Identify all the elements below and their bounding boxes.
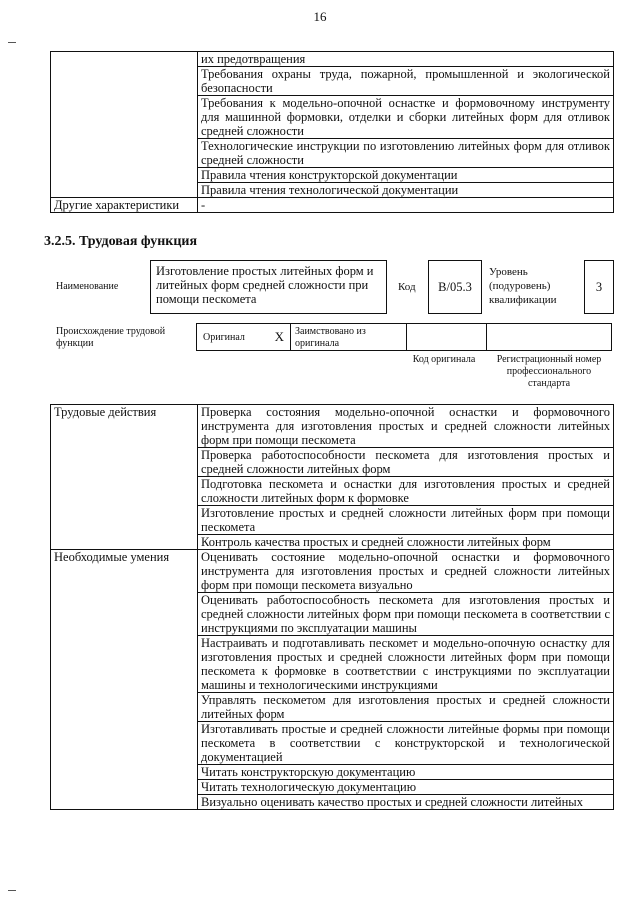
labor-action-item: Проверка состояния модельно-опочной оснастки и формовочного инструмента для изготовления простых и средней сложности литейных форм при помощи пескомета <box>198 405 614 448</box>
knowledge-item: Правила чтения конструкторской документации <box>198 168 614 183</box>
labor-action-item: Изготовление простых и средней сложности литейных форм при помощи пескомета <box>198 506 614 535</box>
level-value-box <box>584 260 614 314</box>
origin-label: Происхождение трудовой функции <box>56 326 166 349</box>
borrowed-cell <box>291 324 407 350</box>
registration-number-cell <box>487 324 611 350</box>
knowledge-item: их предотвращения <box>198 52 614 67</box>
labor-action-item: Проверка работоспособности пескомета для изготовления простых и средней сложности литейных форм <box>198 448 614 477</box>
origin-row <box>196 323 612 351</box>
skill-item: Изготавливать простые и средней сложности литейные формы при помощи пескомета в соответствии с конструкторской и технологической документацией <box>198 722 614 765</box>
name-value-box <box>150 260 387 314</box>
code-value-box <box>428 260 482 314</box>
labor-actions-label: Трудовые действия <box>51 405 198 550</box>
borrowed-label: Заимствовано из оригинала <box>295 326 366 349</box>
skill-item: Оценивать состояние модельно-опочной оснастки и формовочного инструмента для изготовления простых и средней сложности литейных форм при помощи пескомета визуально <box>198 550 614 593</box>
knowledge-label-cell <box>51 52 198 198</box>
labor-action-item: Подготовка пескомета и оснастки для изготовления простых и средней сложности литейных форм к формовке <box>198 477 614 506</box>
skill-item: Настраивать и подготавливать пескомет и модельно-опочную оснастку для изготовления простых и средней сложности литейных форм при помощи пескомета к формовке в соответствии с инструкциями по эксплуатации машины и технологическими инструкциями <box>198 636 614 693</box>
name-value: Изготовление простых литейных форм и литейных форм средней сложности при помощи пескомета <box>156 264 374 306</box>
original-cell <box>197 324 291 350</box>
labor-function-table <box>50 404 614 810</box>
margin-mark-top <box>8 42 16 43</box>
original-label: Оригинал <box>203 331 245 343</box>
level-label: Уровень (подуровень) квалификации <box>489 266 557 306</box>
other-characteristics-value: - <box>198 198 614 213</box>
code-label: Код <box>398 281 416 293</box>
knowledge-item: Правила чтения технологической документации <box>198 183 614 198</box>
skill-item: Оценивать работоспособность пескомета для изготовления простых и средней сложности литейных форм при помощи пескомета в соответствии с инструкциями по эксплуатации машины <box>198 593 614 636</box>
table-row <box>51 198 614 213</box>
skill-item: Читать технологическую документацию <box>198 780 614 795</box>
skill-item: Визуально оценивать качество простых и средней сложности литейных <box>198 795 614 810</box>
table-row <box>51 52 614 67</box>
skills-label: Необходимые умения <box>51 550 198 810</box>
level-value: 3 <box>595 280 603 294</box>
original-code-cell <box>407 324 487 350</box>
top-knowledge-table <box>50 51 614 213</box>
skill-item: Читать конструкторскую документацию <box>198 765 614 780</box>
other-characteristics-label: Другие характеристики <box>51 198 198 213</box>
page-number: 16 <box>313 9 327 24</box>
margin-mark-bottom <box>8 890 16 891</box>
original-mark: X <box>274 329 284 344</box>
table-row <box>51 405 614 448</box>
name-label: Наименование <box>56 281 119 292</box>
labor-action-item: Контроль качества простых и средней сложности литейных форм <box>198 535 614 550</box>
knowledge-item: Требования к модельно-опочной оснастке и формовочному инструменту для машинной формовки, отделки и сборки литейных форм для отливок средней сложности <box>198 96 614 139</box>
code-caption: Код оригинала <box>412 354 476 365</box>
section-heading: 3.2.5. Трудовая функция <box>44 234 198 249</box>
skill-item: Управлять пескометом для изготовления простых и средней сложности литейных форм <box>198 693 614 722</box>
knowledge-item: Технологические инструкции по изготовлению литейных форм для отливок средней сложности <box>198 139 614 168</box>
code-value: B/05.3 <box>438 280 472 294</box>
knowledge-item: Требования охраны труда, пожарной, промышленной и экологической безопасности <box>198 67 614 96</box>
registration-caption: Регистрационный номер профессионального стандарта <box>496 354 602 389</box>
table-row <box>51 550 614 593</box>
